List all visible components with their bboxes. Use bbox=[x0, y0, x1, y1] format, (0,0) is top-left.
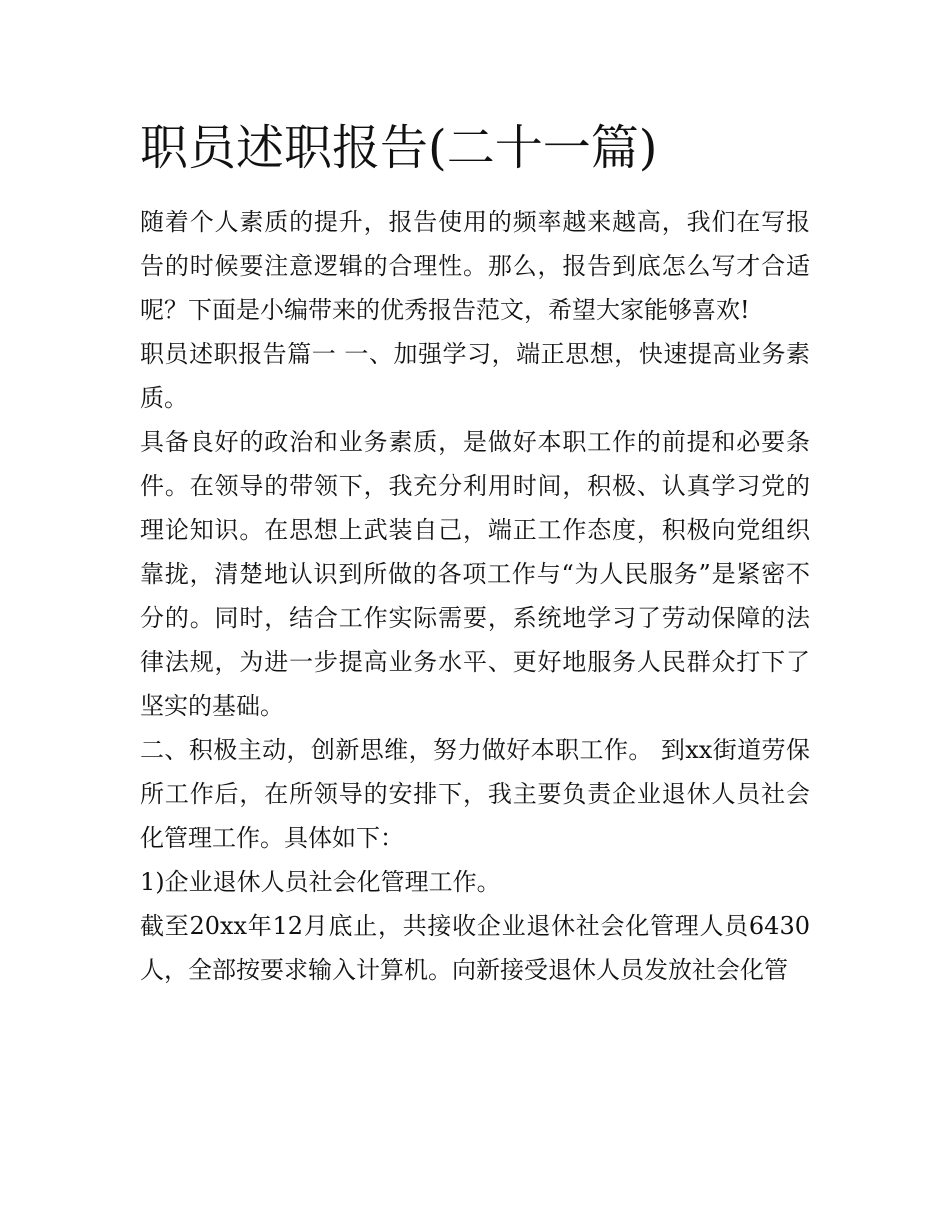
paragraph-section-two-heading: 二、积极主动，创新思维，努力做好本职工作。 到xx街道劳保所工作后，在所领导的安排下，我主要负责企业退休人员社会化管理工作。具体如下： bbox=[140, 736, 810, 852]
document-body bbox=[140, 200, 810, 992]
paragraph-statistics: 截至20xx年12月底止，共接收企业退休社会化管理人员6430人，全部按要求输入计算机。向新接受退休人员发放社会化管 bbox=[140, 912, 810, 984]
document-title: 职员述职报告(二十一篇) bbox=[140, 120, 658, 176]
paragraph-section-one-heading: 职员述职报告篇一 一、加强学习，端正思想，快速提高业务素质。 bbox=[140, 340, 810, 412]
paragraph-subsection-heading: 1)企业退休人员社会化管理工作。 bbox=[140, 868, 501, 896]
paragraph-study: 具备良好的政治和业务素质，是做好本职工作的前提和必要条件。在领导的带领下，我充分利用时间，积极、认真学习党的理论知识。在思想上武装自己，端正工作态度，积极向党组织靠拢，清楚地认识到所做的各项工作与“为人民服务”是紧密不分的。同时，结合工作实际需要，系统地学习了劳动保障的法律法规，为进一步提高业务水平、更好地服务人民群众打下了坚实的基础。 bbox=[140, 428, 810, 720]
paragraph-intro: 随着个人素质的提升，报告使用的频率越来越高，我们在写报告的时候要注意逻辑的合理性。那么，报告到底怎么写才合适呢？下面是小编带来的优秀报告范文，希望大家能够喜欢! bbox=[140, 208, 810, 324]
